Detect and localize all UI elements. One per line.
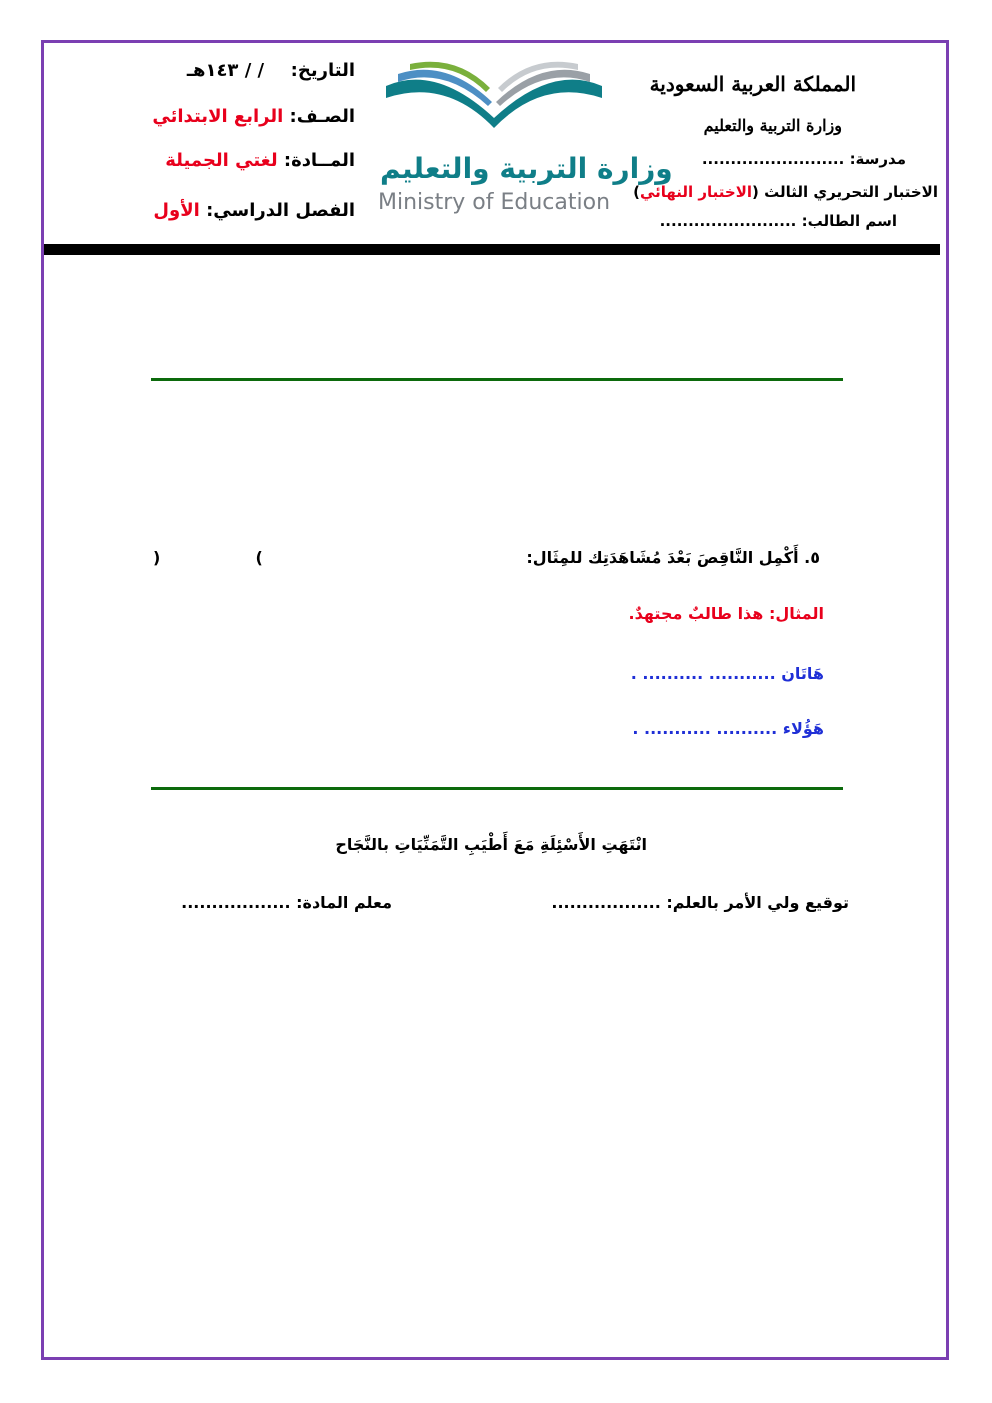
school-value: ......................... — [701, 150, 845, 168]
logo-english: Ministry of Education — [378, 190, 611, 215]
question-number: ٥. — [804, 548, 820, 567]
date-line — [187, 60, 355, 81]
answer-line-2 — [632, 719, 824, 738]
line1-dots[interactable]: ........... .......... . — [630, 664, 776, 683]
teacher-signature — [181, 893, 392, 912]
question-text: أَكْمِل النَّاقِصَ بَعْدَ مُشَاهَدَتِك للمِثَال: — [526, 548, 799, 567]
date-value: / / ١٤٣هـ — [186, 60, 265, 81]
header-divider — [44, 244, 940, 255]
guardian-dots[interactable]: .................. — [551, 893, 661, 912]
logo-arabic: وزارة التربية والتعليم — [380, 152, 673, 185]
school-line — [702, 150, 906, 168]
term-line — [153, 200, 355, 221]
exam-title — [633, 183, 938, 201]
line2-word: هَؤُلاء — [782, 719, 824, 738]
exam-highlight: الاختبار النهائي — [639, 183, 753, 201]
grade-line — [152, 106, 355, 127]
score-box — [153, 548, 263, 567]
section-divider-bottom — [151, 787, 843, 790]
subject-label: المــادة: — [283, 150, 355, 171]
date-label: التاريخ: — [290, 60, 355, 81]
section-divider-top — [151, 378, 843, 381]
exam-suffix: ) — [633, 183, 640, 201]
term-label: الفصل الدراسي: — [206, 200, 355, 221]
score-close: ) — [255, 548, 263, 567]
answer-line-1 — [631, 664, 824, 683]
teacher-label: معلم المادة: — [296, 893, 392, 912]
school-label: مدرسة: — [849, 150, 906, 168]
page-border — [41, 40, 949, 1360]
exam-prefix: الاختبار التحريري الثالث ( — [752, 183, 938, 201]
guardian-signature — [551, 893, 849, 912]
subject-value: لغتي الجميلة — [165, 150, 278, 171]
line2-dots[interactable]: .......... ........... . — [632, 719, 778, 738]
student-value: ........................ — [659, 212, 797, 230]
term-value: الأول — [153, 200, 200, 221]
example-line: المثال: هذا طالبٌ مجتهدٌ. — [628, 604, 824, 623]
subject-line — [165, 150, 355, 171]
ministry-name: وزارة التربية والتعليم — [703, 116, 842, 135]
teacher-dots[interactable]: .................. — [181, 893, 291, 912]
question-5 — [526, 548, 820, 567]
kingdom-name: المملكة العربية السعودية — [649, 72, 856, 96]
student-line — [660, 212, 897, 230]
student-label: اسم الطالب: — [801, 212, 897, 230]
grade-label: الصـف: — [289, 106, 355, 127]
guardian-label: توقيع ولي الأمر بالعلم: — [666, 893, 849, 912]
line1-word: هَاتَان — [781, 664, 824, 683]
score-open: ( — [153, 548, 161, 567]
grade-value: الرابع الابتدائي — [152, 106, 284, 127]
closing-message: انْتَهَتِ الأَسْئِلَةِ مَعَ أَطْيَبِ التَّمَنِّيَاتِ بالنَّجَاح — [335, 835, 647, 854]
ministry-logo — [376, 58, 673, 218]
